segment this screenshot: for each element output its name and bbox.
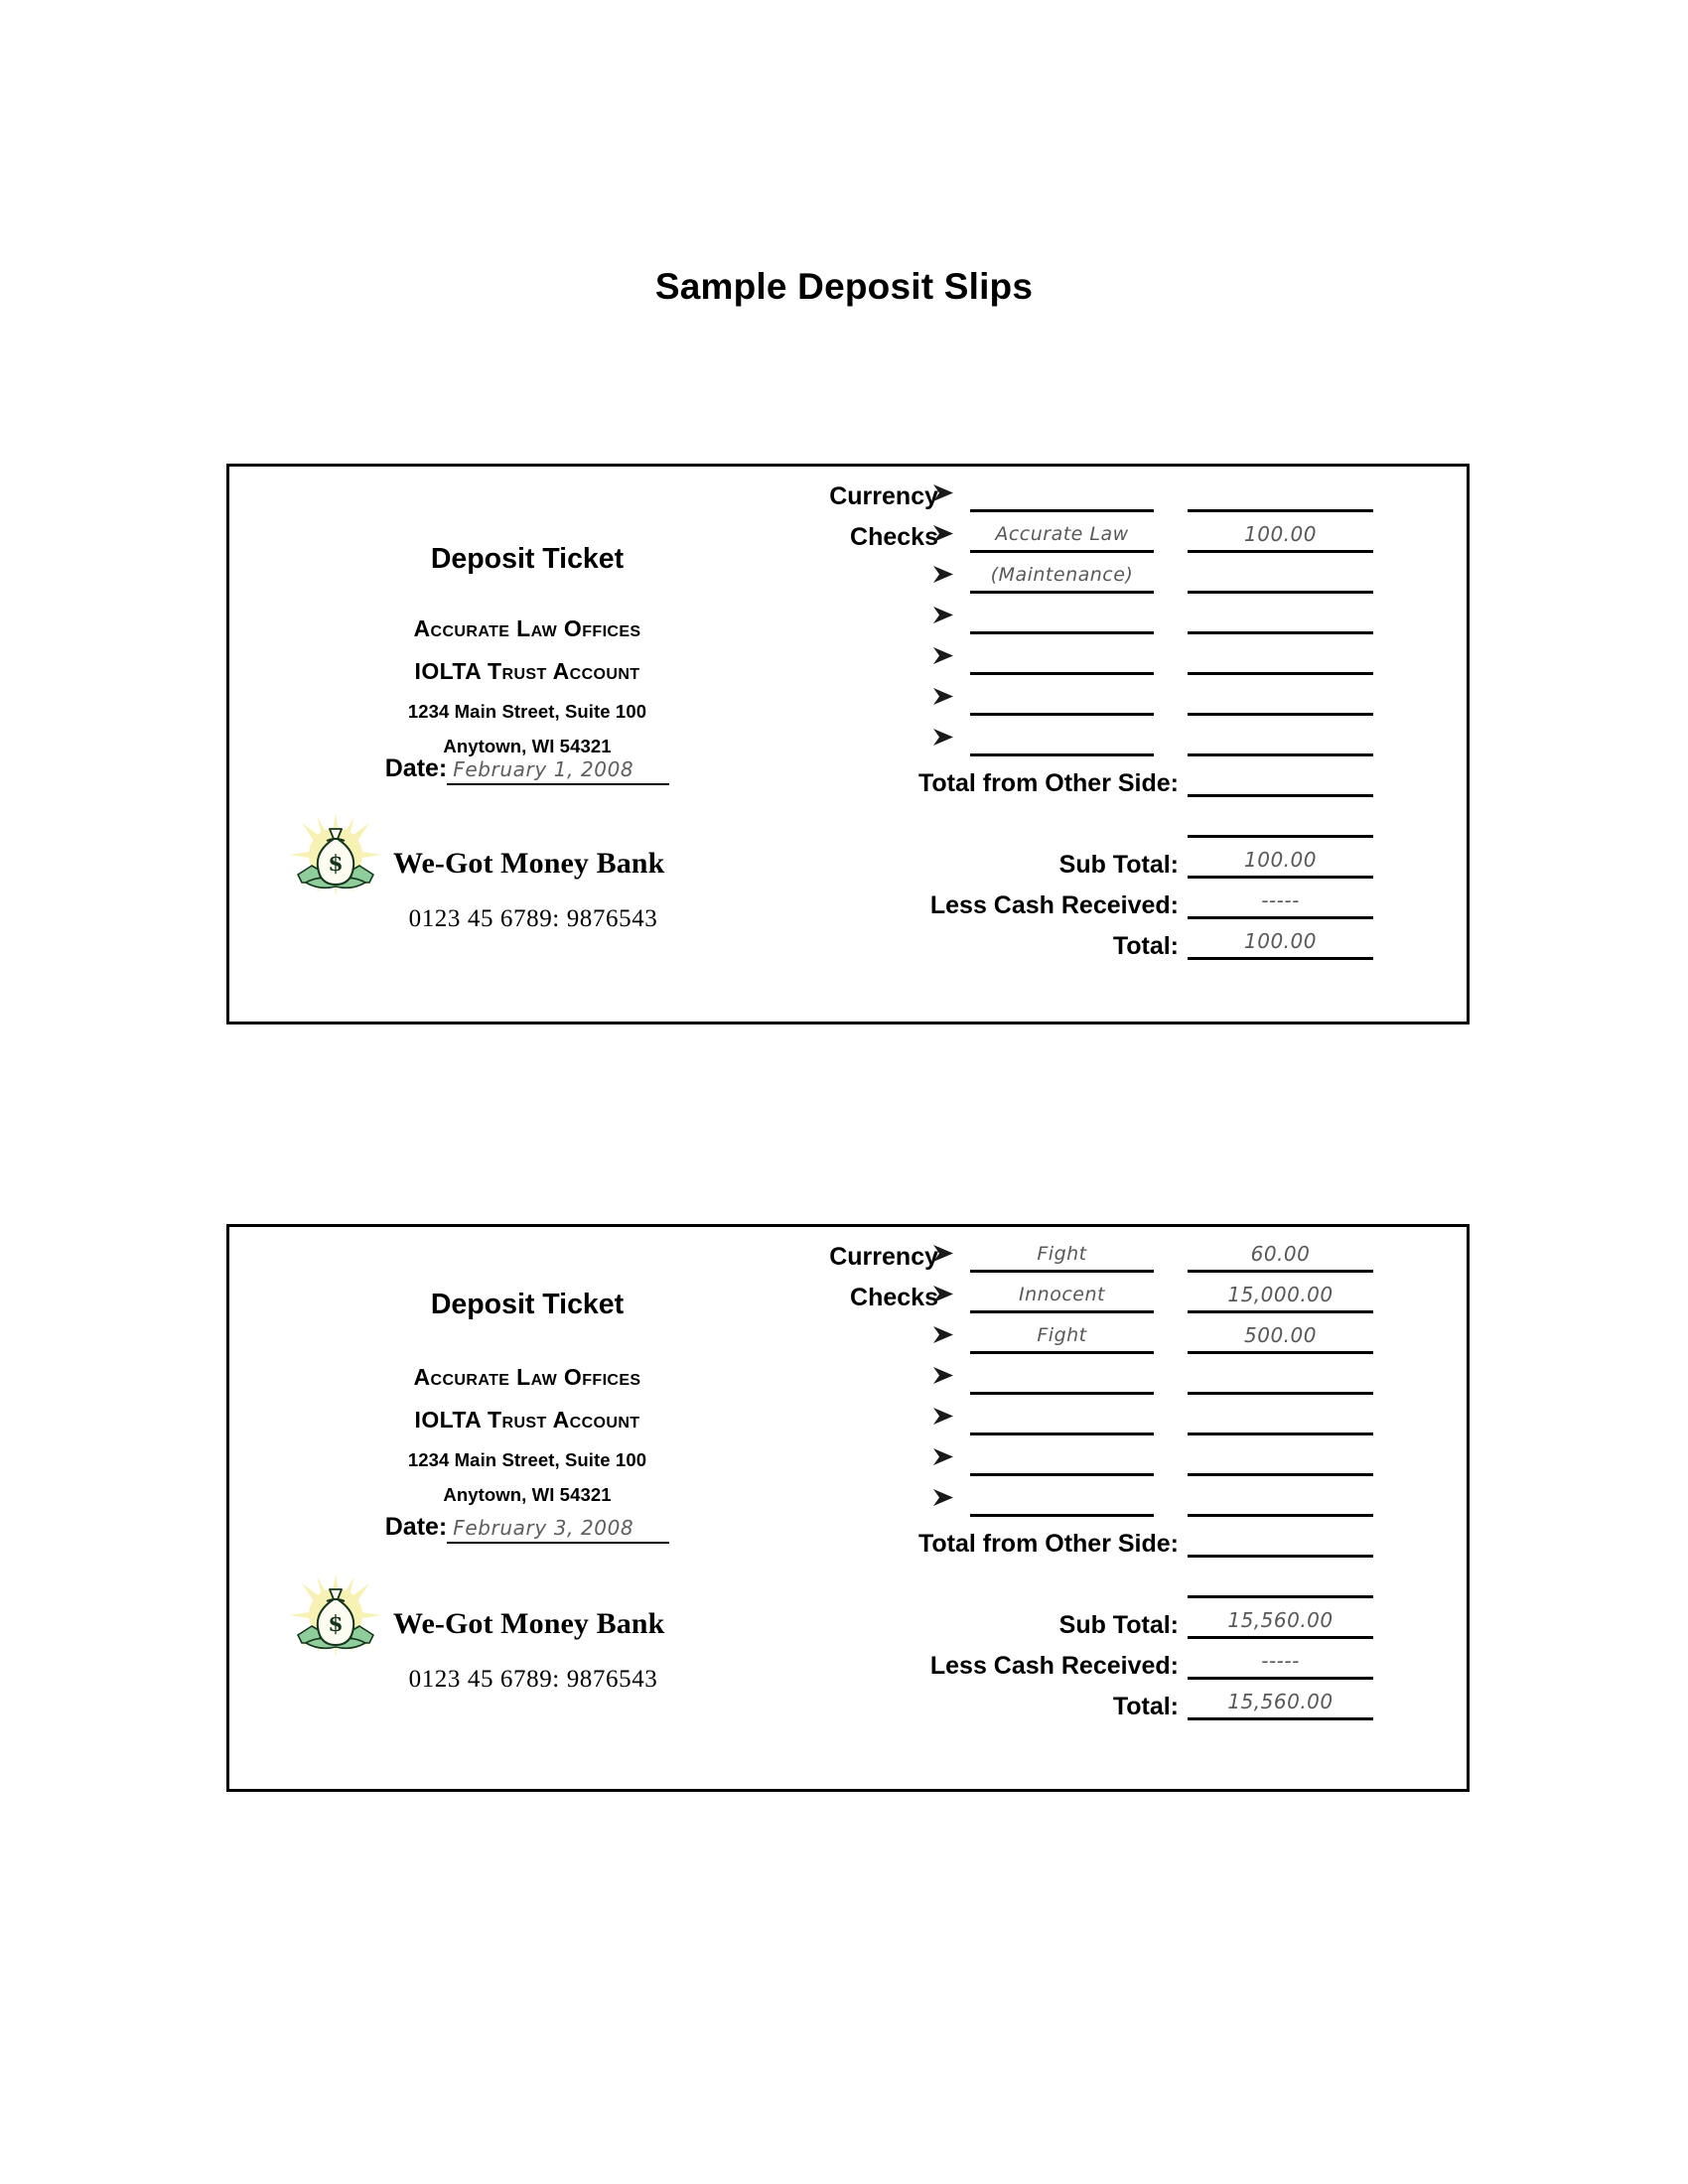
check-amount-line[interactable] — [1188, 560, 1373, 594]
date-label: Date: — [384, 1513, 448, 1541]
total-line[interactable] — [1188, 1687, 1373, 1720]
total-line[interactable] — [1188, 926, 1373, 960]
arrowhead-bullet-icon — [930, 1485, 956, 1511]
check-amount-line[interactable] — [1188, 723, 1373, 756]
check-name-value: (Maintenance) — [990, 564, 1134, 586]
organization-city-state-zip: Anytown, WI 54321 — [443, 1483, 612, 1505]
arrowhead-bullet-icon — [930, 684, 956, 710]
check-amount-line[interactable] — [1188, 1402, 1373, 1435]
check-name-line[interactable] — [970, 1402, 1154, 1435]
check-amount-line[interactable] — [1188, 1442, 1373, 1476]
total-row — [825, 926, 1467, 967]
check-amount-line[interactable] — [1188, 1483, 1373, 1517]
entry-row — [825, 1280, 1467, 1320]
total-from-other-side-label: Total from Other Side: — [917, 769, 1179, 797]
date-label: Date: — [384, 754, 448, 782]
organization-street: 1234 Main Street, Suite 100 — [407, 701, 647, 722]
arrowhead-bullet-icon — [930, 1322, 956, 1348]
total-from-other-side-row — [825, 1524, 1467, 1565]
arrowhead-bullet-icon — [930, 1282, 956, 1307]
sub-total-value: 100.00 — [1244, 848, 1317, 872]
check-name-line[interactable] — [970, 1361, 1154, 1395]
less-cash-received-value: ----- — [1261, 888, 1300, 912]
arrowhead-bullet-icon — [930, 1363, 956, 1389]
entry-row — [825, 1483, 1467, 1524]
entry-row — [825, 723, 1467, 763]
arrowhead-bullet-icon — [930, 1444, 956, 1470]
entry-row — [825, 519, 1467, 560]
svg-text:$: $ — [328, 851, 344, 877]
less-cash-received-line[interactable] — [1188, 1646, 1373, 1680]
check-amount-line[interactable] — [1188, 601, 1373, 634]
spacer-line-row — [825, 1565, 1467, 1605]
slip-right-column — [825, 467, 1467, 1022]
check-name-line[interactable] — [970, 1320, 1154, 1354]
bank-account-line: 0123 45 6789: 9876543 — [408, 905, 658, 932]
entry-row — [825, 478, 1467, 519]
organization-street: 1234 Main Street, Suite 100 — [407, 1449, 647, 1470]
arrowhead-bullet-icon — [930, 480, 956, 506]
sub-total-row — [825, 1605, 1467, 1646]
total-from-other-side-row — [825, 763, 1467, 804]
check-amount-line[interactable] — [1188, 478, 1373, 512]
check-name-line[interactable] — [970, 519, 1154, 553]
sub-total-value: 15,560.00 — [1227, 1608, 1334, 1632]
check-name-value: Fight — [1037, 1324, 1087, 1346]
entry-row — [825, 601, 1467, 641]
check-name-value: Innocent — [1019, 1284, 1105, 1305]
entry-row — [825, 641, 1467, 682]
slip-left-column — [229, 467, 825, 1022]
organization-account-title: IOLTA Trust Account — [414, 1407, 640, 1433]
total-value: 100.00 — [1244, 929, 1317, 953]
sub-total-label: Sub Total: — [1058, 851, 1179, 879]
entry-row — [825, 1320, 1467, 1361]
currency-label: Currency — [829, 1243, 938, 1271]
date-row — [229, 1513, 825, 1544]
check-amount-value: 60.00 — [1250, 1242, 1311, 1266]
sub-total-label: Sub Total: — [1058, 1611, 1179, 1639]
deposit-ticket-heading: Deposit Ticket — [430, 543, 625, 575]
check-name-line[interactable] — [970, 1483, 1154, 1517]
check-amount-line[interactable] — [1188, 1280, 1373, 1313]
deposit-ticket-heading: Deposit Ticket — [430, 1289, 625, 1320]
checks-label: Checks — [850, 1284, 938, 1311]
entry-row — [825, 682, 1467, 723]
total-from-other-side-line[interactable] — [1188, 763, 1373, 797]
bank-row — [229, 1579, 825, 1663]
check-name-line[interactable] — [970, 478, 1154, 512]
less-cash-received-label: Less Cash Received: — [929, 1652, 1179, 1680]
total-label: Total: — [1112, 1693, 1179, 1720]
arrowhead-bullet-icon — [930, 1404, 956, 1430]
less-cash-received-line[interactable] — [1188, 886, 1373, 919]
sub-total-line[interactable] — [1188, 845, 1373, 879]
slip-right-column — [825, 1227, 1467, 1789]
organization-account-title: IOLTA Trust Account — [414, 658, 640, 684]
organization-name: Accurate Law Offices — [413, 1364, 641, 1390]
organization-block — [229, 617, 825, 771]
less-cash-received-row — [825, 886, 1467, 926]
entry-row — [825, 1442, 1467, 1483]
slip-left-column — [229, 1227, 825, 1789]
sub-total-row — [825, 845, 1467, 886]
arrowhead-bullet-icon — [930, 725, 956, 751]
check-name-value: Accurate Law — [995, 523, 1129, 545]
check-amount-line[interactable] — [1188, 1361, 1373, 1395]
check-amount-line[interactable] — [1188, 641, 1373, 675]
bank-name: We-Got Money Bank — [393, 847, 665, 880]
check-name-line[interactable] — [970, 1280, 1154, 1313]
money-bag-logo-icon — [286, 811, 385, 898]
arrowhead-bullet-icon — [930, 562, 956, 588]
check-amount-line[interactable] — [1188, 519, 1373, 553]
check-name-value: Fight — [1037, 1243, 1087, 1265]
date-field[interactable]: February 1, 2008 — [447, 757, 669, 785]
arrowhead-bullet-icon — [930, 1241, 956, 1267]
date-field[interactable]: February 3, 2008 — [447, 1516, 669, 1544]
money-bag-logo-icon — [286, 1571, 385, 1659]
extra-line[interactable] — [1188, 1565, 1373, 1598]
organization-city-state-zip: Anytown, WI 54321 — [443, 735, 612, 756]
check-amount-value: 100.00 — [1244, 522, 1317, 546]
organization-block — [229, 1366, 825, 1520]
checks-label: Checks — [850, 523, 938, 551]
entry-row — [825, 1239, 1467, 1280]
entry-row — [825, 1361, 1467, 1402]
arrowhead-bullet-icon — [930, 521, 956, 547]
currency-label: Currency — [829, 482, 938, 510]
bank-name: We-Got Money Bank — [393, 1607, 665, 1640]
check-amount-line[interactable] — [1188, 1239, 1373, 1273]
total-from-other-side-line[interactable] — [1188, 1524, 1373, 1558]
check-amount-line[interactable] — [1188, 682, 1373, 716]
less-cash-received-row — [825, 1646, 1467, 1687]
svg-text:$: $ — [328, 1611, 344, 1637]
less-cash-received-value: ----- — [1261, 1649, 1300, 1673]
deposit-slip — [226, 1224, 1470, 1792]
check-name-line[interactable] — [970, 601, 1154, 634]
bank-account-line: 0123 45 6789: 9876543 — [408, 1666, 658, 1693]
bank-row — [229, 819, 825, 902]
date-row — [229, 754, 825, 785]
spacer-line-row — [825, 804, 1467, 845]
sub-total-line[interactable] — [1188, 1605, 1373, 1639]
check-name-line[interactable] — [970, 560, 1154, 594]
arrowhead-bullet-icon — [930, 603, 956, 628]
extra-line[interactable] — [1188, 804, 1373, 838]
entry-row — [825, 560, 1467, 601]
deposit-slip — [226, 464, 1470, 1024]
total-from-other-side-label: Total from Other Side: — [917, 1530, 1179, 1558]
check-name-line[interactable] — [970, 1442, 1154, 1476]
less-cash-received-label: Less Cash Received: — [929, 891, 1179, 919]
total-value: 15,560.00 — [1227, 1690, 1334, 1713]
total-row — [825, 1687, 1467, 1727]
check-amount-value: 500.00 — [1244, 1323, 1317, 1347]
entry-row — [825, 1402, 1467, 1442]
arrowhead-bullet-icon — [930, 643, 956, 669]
organization-name: Accurate Law Offices — [413, 615, 641, 641]
check-amount-line[interactable] — [1188, 1320, 1373, 1354]
total-label: Total: — [1112, 932, 1179, 960]
check-name-line[interactable] — [970, 723, 1154, 756]
check-name-line[interactable] — [970, 1239, 1154, 1273]
check-name-line[interactable] — [970, 682, 1154, 716]
check-name-line[interactable] — [970, 641, 1154, 675]
page-title: Sample Deposit Slips — [654, 266, 1034, 307]
check-amount-value: 15,000.00 — [1227, 1283, 1334, 1306]
